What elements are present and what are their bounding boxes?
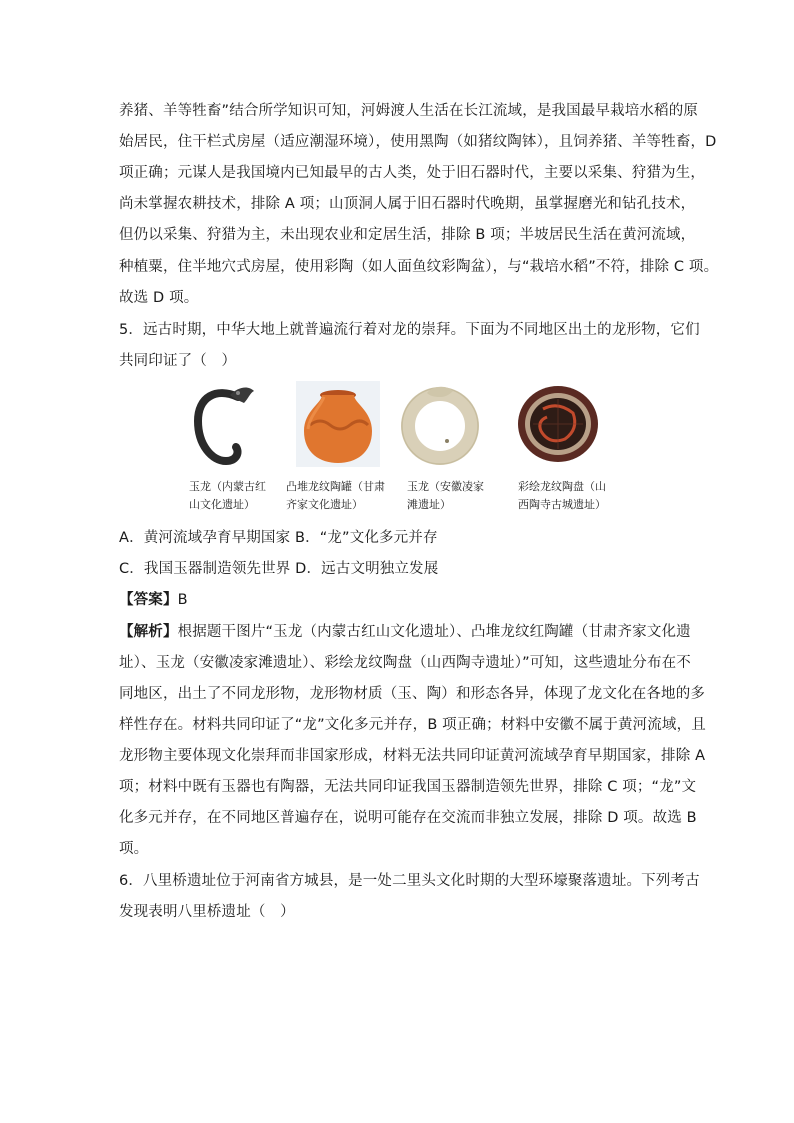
text-line: 尚未掌握农耕技术，排除 A 项；山顶洞人属于旧石器时代晚期，虽掌握磨光和钻孔技术， — [119, 196, 696, 212]
analysis-text: 根据题干图片“玉龙（内蒙古红山文化遗址）、凸堆龙纹红陶罐（甘肃齐家文化遗 — [177, 624, 691, 640]
question-stem: 6．八里桥遗址位于河南省方城县，是一处二里头文化时期的大型环壕聚落遗址。下列考古 — [119, 873, 700, 889]
image-caption: 山文化遗址） — [189, 498, 255, 511]
question-stem: 共同印证了（ ） — [119, 353, 237, 369]
analysis-line — [119, 622, 691, 642]
image-caption: 西陶寺古城遗址） — [518, 498, 606, 511]
answer-value: B — [177, 592, 188, 608]
image-caption: 滩遗址） — [407, 498, 451, 511]
image-caption: 齐家文化遗址） — [286, 498, 363, 511]
answer-line — [119, 590, 188, 610]
text-line: 项正确；元谋人是我国境内已知最早的古人类，处于旧石器时代，主要以采集、狩猎为生， — [119, 165, 705, 181]
text-line: 始居民，住干栏式房屋（适应潮湿环境），使用黑陶（如猪纹陶钵），且饲养猪、羊等牲畜，D — [119, 134, 717, 150]
text-line: 故选 D 项。 — [119, 290, 199, 306]
analysis-text: 项。 — [119, 841, 149, 857]
text-line: 但仍以采集、狩猎为主，未出现农业和定居生活，排除 B 项；半坡居民生活在黄河流域， — [119, 227, 696, 243]
text-line: 种植粟，住半地穴式房屋，使用彩陶（如人面鱼纹彩陶盆），与“栽培水稻”不符，排除 C 项。 — [119, 259, 719, 275]
jade-dragon-c-shape-image — [186, 379, 258, 471]
text-line: 养猪、羊等牲畜”结合所学知识可知，河姆渡人生活在长江流域，是我国最早栽培水稻的原 — [119, 103, 699, 119]
analysis-label: 【解析】 — [119, 624, 178, 640]
analysis-text: 项；材料中既有玉器也有陶器，无法共同印证我国玉器制造领先世界，排除 C 项；“龙”文 — [119, 779, 697, 795]
answer-options: A．黄河流域孕育早期国家 B．“龙”文化多元并存 — [119, 530, 438, 546]
answer-options: C．我国玉器制造领先世界 D．远古文明独立发展 — [119, 561, 439, 577]
pottery-jar-image — [296, 381, 380, 467]
jade-dragon-ring-image — [397, 381, 483, 467]
analysis-text: 化多元并存，在不同地区普遍存在，说明可能存在交流而非独立发展，排除 D 项。故选 B — [119, 810, 697, 826]
image-caption: 玉龙（安徽凌家 — [407, 480, 484, 493]
question-stem: 发现表明八里桥遗址（ ） — [119, 904, 295, 920]
painted-plate-image — [513, 381, 603, 467]
analysis-text: 龙形物主要体现文化崇拜而非国家形成，材料无法共同印证黄河流域孕育早期国家，排除 A — [119, 748, 706, 764]
analysis-text: 同地区，出土了不同龙形物，龙形物材质（玉、陶）和形态各异，体现了龙文化在各地的多 — [119, 686, 705, 702]
image-caption: 凸堆龙纹陶罐（甘肃 — [286, 480, 385, 493]
image-caption: 彩绘龙纹陶盘（山 — [518, 480, 606, 493]
question-stem: 5．远古时期，中华大地上就普遍流行着对龙的崇拜。下面为不同地区出土的龙形物，它们 — [119, 322, 700, 338]
answer-label: 【答案】 — [119, 592, 178, 608]
analysis-text: 址）、玉龙（安徽凌家滩遗址）、彩绘龙纹陶盘（山西陶寺遗址）”可知，这些遗址分布在不 — [119, 655, 691, 671]
analysis-text: 样性存在。材料共同印证了“龙”文化多元并存，B 项正确；材料中安徽不属于黄河流域，且 — [119, 717, 706, 733]
image-caption: 玉龙（内蒙古红 — [189, 480, 266, 493]
